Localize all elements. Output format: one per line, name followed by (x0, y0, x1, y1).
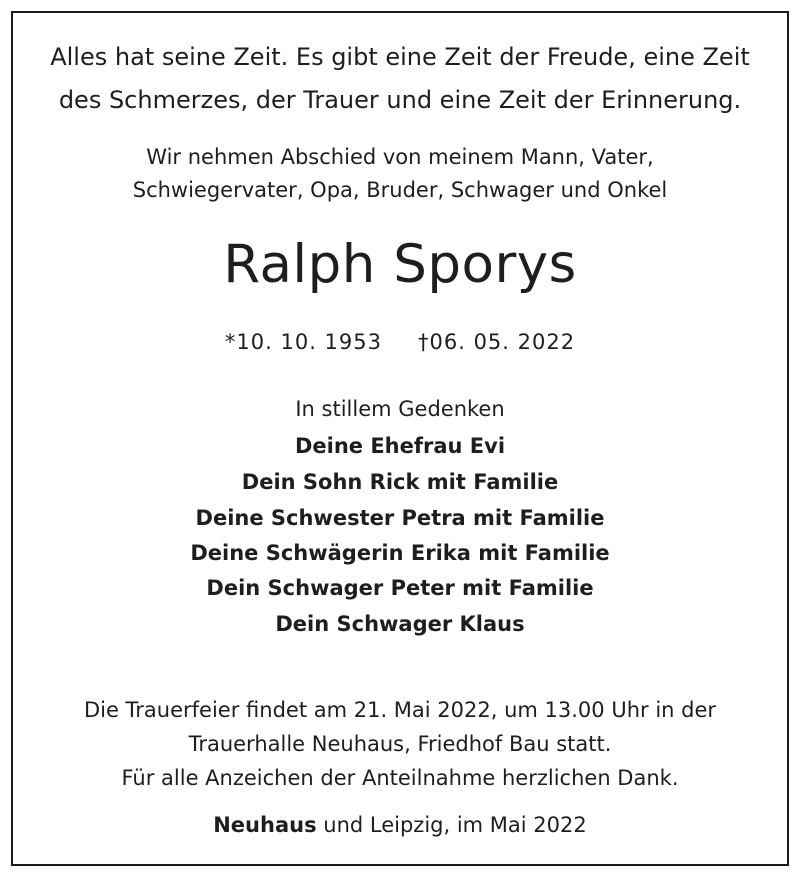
thanks-line: Für alle Anzeichen der Anteilnahme herzlichen Dank. (121, 766, 679, 790)
death-date: 06. 05. 2022 (429, 330, 576, 354)
life-dates (0, 332, 800, 353)
place-rest: und Leipzig, im Mai 2022 (316, 813, 587, 837)
place-bold: Neuhaus (213, 813, 317, 837)
mourner-item: Deine Schwägerin Erika mit Familie (190, 541, 610, 565)
intro-line-2: Schwiegervater, Opa, Bruder, Schwager und Onkel (132, 178, 668, 202)
funeral-notice-line-2: Trauerhalle Neuhaus, Friedhof Bau statt. (188, 732, 612, 756)
mourner-item: Deine Ehefrau Evi (294, 434, 506, 458)
death-cross-symbol: † (418, 330, 430, 354)
mourner-item: Deine Schwester Petra mit Familie (195, 506, 605, 530)
mourner-item: Dein Sohn Rick mit Familie (241, 470, 559, 494)
deceased-name: Ralph Sporys (223, 234, 577, 295)
mourner-item: Dein Schwager Klaus (275, 612, 525, 636)
mourner-item: Dein Schwager Peter mit Familie (206, 576, 594, 600)
motto-line-2: des Schmerzes, der Trauer und eine Zeit der Erinnerung. (58, 86, 742, 114)
birth-date: 10. 10. 1953 (236, 330, 382, 354)
motto-line-1: Alles hat seine Zeit. Es gibt eine Zeit der Freude, eine Zeit (50, 43, 750, 71)
intro-line-1: Wir nehmen Abschied von meinem Mann, Vater, (146, 145, 654, 169)
birth-symbol: * (224, 330, 237, 354)
funeral-notice-line-1: Die Trauerfeier findet am 21. Mai 2022, um 13.00 Uhr in der (83, 698, 717, 722)
place-and-date (0, 815, 800, 836)
mourners-heading: In stillem Gedenken (295, 397, 505, 421)
